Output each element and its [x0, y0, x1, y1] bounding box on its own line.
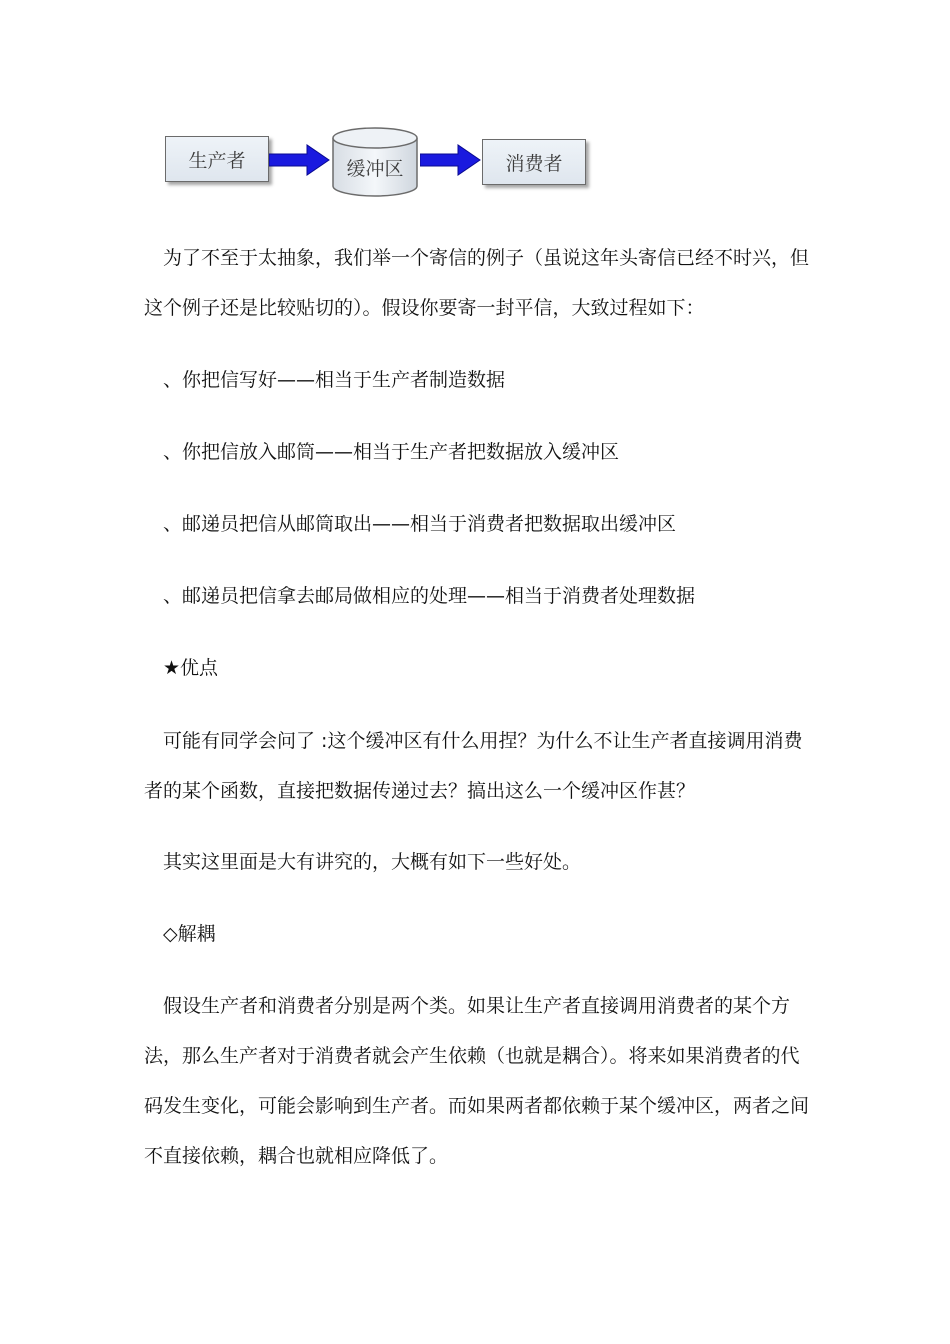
producer-consumer-diagram	[160, 118, 600, 208]
heading-decoupling: ◇解耦	[144, 923, 216, 945]
buffer-label: 缓冲区	[346, 158, 404, 180]
step-4: 、邮递员把信拿去邮局做相应的处理——相当于消费者处理数据	[144, 585, 696, 607]
arrow-right-icon	[269, 142, 331, 178]
consumer-label: 消费者	[505, 152, 563, 175]
arrow-right-icon	[420, 142, 482, 178]
producer-box	[165, 136, 269, 182]
answer-paragraph: 其实这里面是大有讲究的，大概有如下一些好处。	[144, 851, 582, 873]
heading-advantages: ★优点	[144, 657, 219, 679]
decoupling-paragraph: 假设生产者和消费者分别是两个类。如果让生产者直接调用消费者的某个方法，那么生产者对于消费者就会产生依赖（也就是耦合）。将来如果消费者的代码发生变化，可能会影响到生产者。而如果两者都依赖于某个缓冲区，两者之间不直接依赖，耦合也就相应降低了。	[144, 995, 810, 1167]
step-1: 、你把信写好——相当于生产者制造数据	[144, 369, 506, 391]
step-2: 、你把信放入邮筒——相当于生产者把数据放入缓冲区	[144, 441, 620, 463]
consumer-box	[482, 139, 586, 185]
producer-label: 生产者	[188, 149, 246, 172]
step-3: 、邮递员把信从邮筒取出——相当于消费者把数据取出缓冲区	[144, 513, 677, 535]
question-paragraph: 可能有同学会问了 :这个缓冲区有什么用捏？为什么不让生产者直接调用消费者的某个函数，直接把数据传递过去？搞出这么一个缓冲区作甚？	[144, 730, 803, 802]
intro-paragraph: 为了不至于太抽象，我们举一个寄信的例子（虽说这年头寄信已经不时兴，但这个例子还是比较贴切的）。假设你要寄一封平信，大致过程如下：	[144, 247, 810, 319]
